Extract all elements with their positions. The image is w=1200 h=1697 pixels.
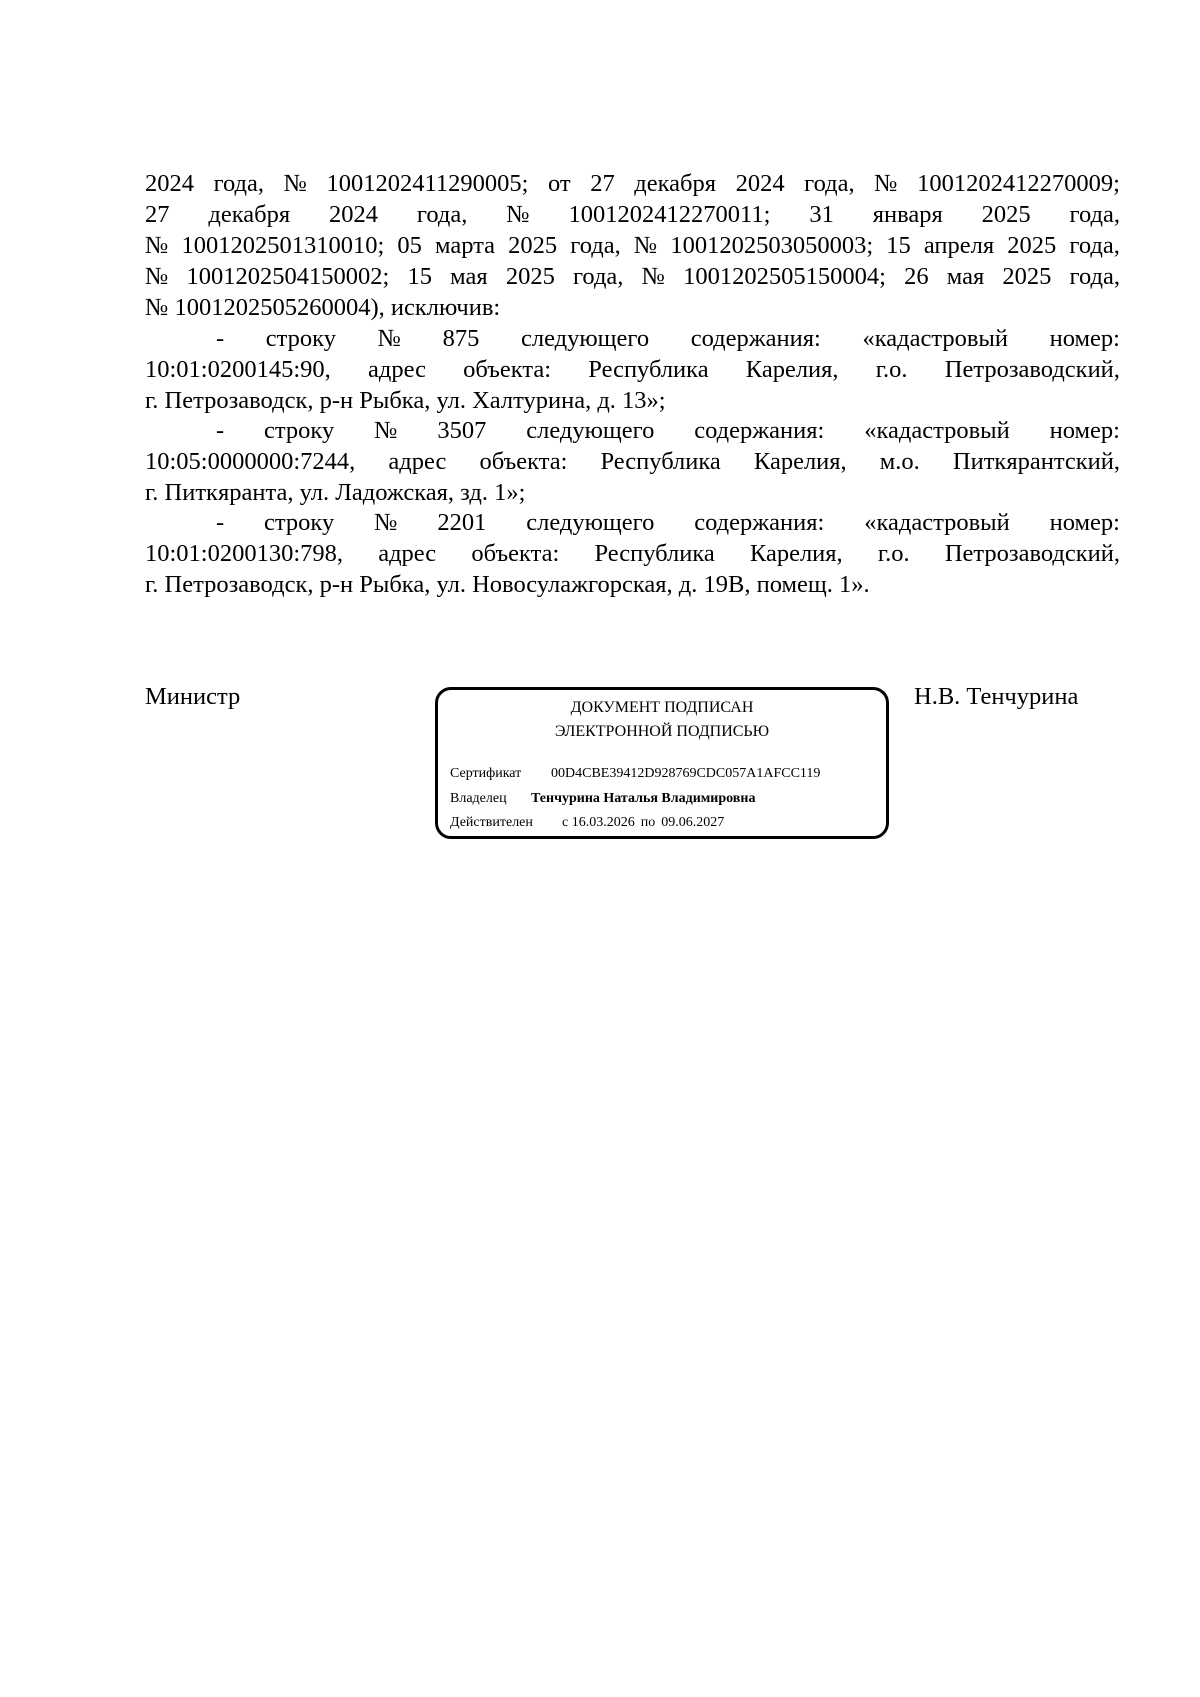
certificate-row [450,765,820,783]
body-word: мая [450,263,488,290]
certificate-value: 00D4CBE39412D928769CDC057A1AFCC119 [551,766,821,781]
signatory-title: Министр [145,683,241,710]
stamp-heading: ЭЛЕКТРОННОЙ ПОДПИСЬЮ [554,723,770,740]
body-word: Карелия, [749,540,843,567]
body-word: адрес [368,356,426,383]
body-word: № [874,170,898,197]
valid-to-prefix: по [640,815,656,830]
owner-row [450,790,755,808]
body-word: Петрозаводский, [944,540,1120,567]
body-word: 2024 [735,170,785,197]
body-line [145,538,1120,570]
body-word: адрес [388,448,447,475]
body-word: декабря [208,201,291,228]
certificate-label: Сертификат [450,766,522,781]
body-word: 2025 [1007,232,1057,259]
body-word: Республика [594,540,715,567]
body-word: - [216,325,225,352]
body-word: 31 [809,201,834,228]
body-word: Петрозаводский, [944,356,1120,383]
body-word: 875 [442,325,480,352]
body-word: «кадастровый [864,417,1010,444]
body-word: 2025 [981,201,1031,228]
body-word: апреля [923,232,995,259]
body-word: 3507 [437,417,487,444]
body-word: мая [946,263,985,290]
body-line [145,230,1120,262]
body-word: - [216,417,225,444]
body-word: 2024 [329,201,379,228]
body-word: декабря [634,170,716,197]
body-word: 1001202505150004; [683,263,886,290]
body-line [145,199,1120,231]
body-line [145,168,1120,200]
stamp-heading: ДОКУМЕНТ ПОДПИСАН [570,699,754,716]
body-word: 26 [904,263,929,290]
body-word: № [641,263,665,290]
body-line [216,323,1120,355]
signatory-name: Н.В. Тенчурина [914,683,1079,710]
body-word: 2025 [1002,263,1052,290]
body-word: от [548,170,571,197]
valid-to-date: 09.06.2027 [661,815,725,830]
body-word: Карелия, [753,448,847,475]
body-word: 1001202411290005; [326,170,529,197]
body-word: м.о. [879,448,920,475]
body-line [145,354,1120,386]
body-word: Республика [600,448,721,475]
body-word: 1001202504150002; [186,263,390,290]
body-word: № [374,417,398,444]
body-word: 2025 [508,232,558,259]
body-word: объекта: [479,448,568,475]
body-word: 15 [886,232,911,259]
body-word: г.о. [875,356,908,383]
body-word: 1001202503050003; [670,232,874,259]
body-word: «кадастровый [864,509,1010,536]
body-word: Карелия, [745,356,839,383]
body-word: следующего [526,509,655,536]
body-word: объекта: [463,356,552,383]
body-word: Республика [588,356,709,383]
body-line: г. Петрозаводск, р-н Рыбка, ул. Халтурина, д. 13»; [145,387,666,414]
body-line: № 1001202505260004), исключив: [145,294,501,321]
body-line [145,261,1120,293]
body-word: содержания: [694,417,825,444]
body-word: года, [1069,263,1120,290]
body-word: номер: [1049,509,1120,536]
body-word: № [145,263,169,290]
body-word: «кадастровый [862,325,1008,352]
body-line [145,446,1120,478]
body-word: 27 [145,201,170,228]
body-word: 10:01:0200145:90, [145,356,331,383]
body-line [216,415,1120,447]
body-word: 10:05:0000000:7244, [145,448,356,475]
body-word: номер: [1049,417,1120,444]
body-word: № [374,509,398,536]
body-word: следующего [521,325,650,352]
body-word: номер: [1049,325,1120,352]
validity-row [450,814,724,832]
body-word: марта [435,232,496,259]
body-word: г.о. [877,540,910,567]
body-word: года, [1069,232,1120,259]
body-word: года, [213,170,265,197]
valid-from-prefix: с [562,815,569,830]
body-word: следующего [526,417,655,444]
body-word: года, [570,232,621,259]
body-word: 2025 [505,263,555,290]
body-word: объекта: [471,540,560,567]
body-word: строку [264,417,335,444]
body-word: года, [804,170,855,197]
body-word: № [633,232,658,259]
body-word: 15 [407,263,433,290]
body-word: 1001202501310010; [181,232,385,259]
validity-label: Действителен [450,815,533,830]
owner-label: Владелец [450,791,507,806]
body-word: № [145,232,169,259]
body-word: 2201 [437,509,487,536]
body-word: Питкярантский, [952,448,1120,475]
body-word: содержания: [690,325,821,352]
body-word: 1001202412270009; [917,170,1120,197]
body-word: года, [572,263,624,290]
body-line: г. Петрозаводск, р-н Рыбка, ул. Новосулажгорская, д. 19В, помещ. 1». [145,571,870,598]
body-word: 2024 [145,170,194,197]
body-word: января [872,201,943,228]
body-word: года, [1069,201,1120,228]
body-word: года, [416,201,468,228]
body-word: 1001202412270011; [568,201,771,228]
body-word: строку [264,509,335,536]
body-word: № [377,325,401,352]
body-word: № [283,170,307,197]
electronic-signature-stamp [435,687,889,839]
body-word: № [506,201,530,228]
body-word: содержания: [694,509,825,536]
body-word: 27 [590,170,615,197]
owner-value: Тенчурина Наталья Владимировна [531,791,756,806]
body-word: адрес [378,540,437,567]
body-word: 05 [397,232,422,259]
valid-from-date: 16.03.2026 [571,815,635,830]
body-word: 10:01:0200130:798, [145,540,344,567]
body-line: г. Питкяранта, ул. Ладожская, зд. 1»; [145,479,526,506]
body-word: - [216,509,225,536]
body-line [216,507,1120,539]
body-word: строку [265,325,336,352]
